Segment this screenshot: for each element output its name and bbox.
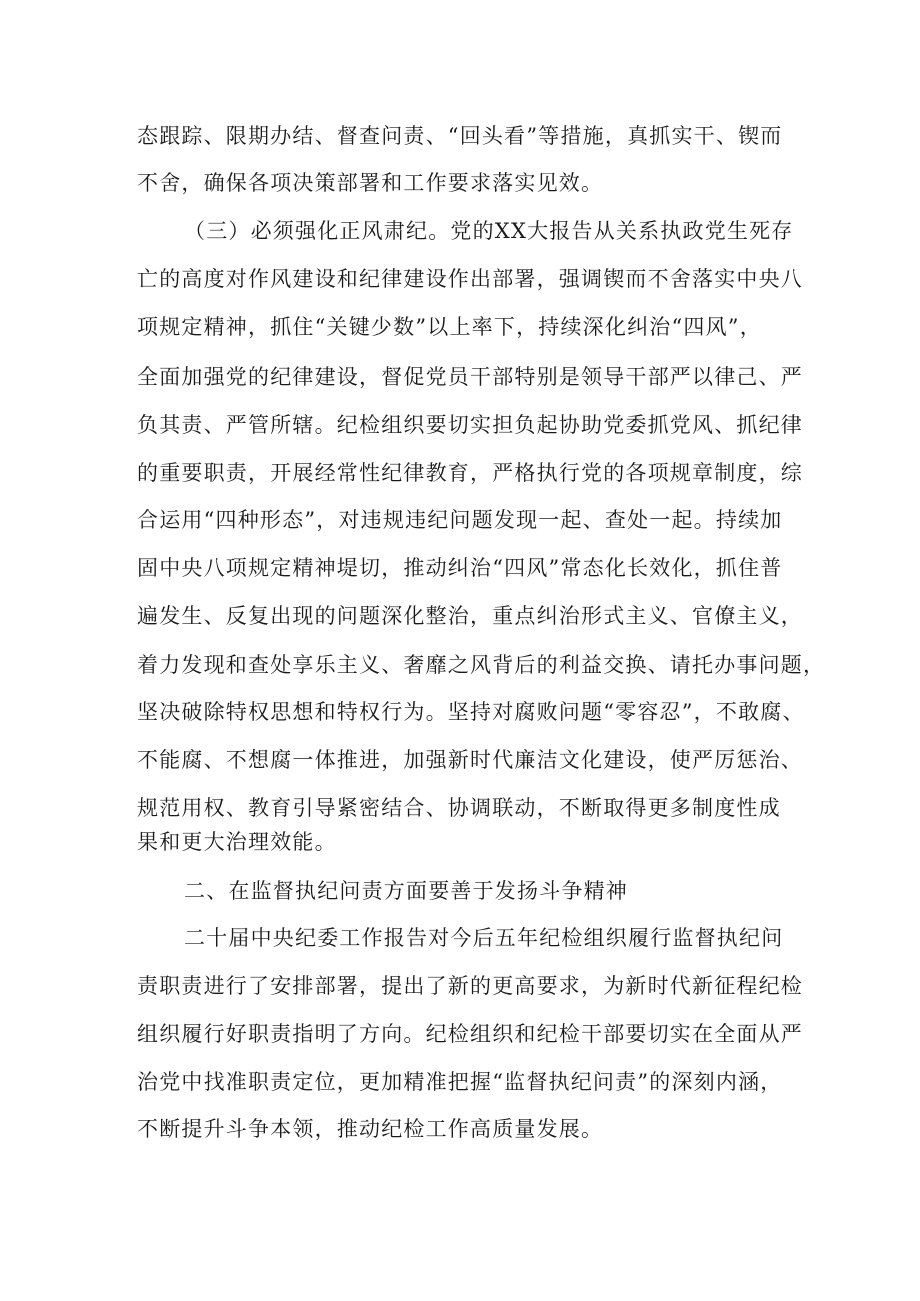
paragraph-line: 不能腐、不想腐一体推进，加强新时代廉洁文化建设，使严厉惩治、 — [137, 748, 803, 772]
paragraph-line: 固中央八项规定精神堤切，推动纠治“四风”常态化长效化，抓住普 — [137, 556, 783, 580]
paragraph-line: 治党中找准职责定位，更加精准把握“监督执纪问责”的深刻内涵， — [137, 1070, 783, 1094]
paragraph-line: 组织履行好职责指明了方向。纪检组织和纪检干部要切实在全面从严 — [137, 1022, 803, 1046]
paragraph-line: 责职责进行了安排部署，提出了新的更高要求，为新时代新征程纪检 — [137, 974, 803, 998]
paragraph-line: 规范用权、教育引导紧密结合、协调联动，不断取得更多制度性成 — [137, 796, 781, 820]
section-lead-line: （三）必须强化正风肃纪。党的XX大报告从关系执政党生死存 — [184, 219, 794, 243]
paragraph-line: 的重要职责，开展经常性纪律教育，严格执行党的各项规章制度，综 — [137, 461, 803, 485]
paragraph-line: 不舍，确保各项决策部署和工作要求落实见效。 — [137, 171, 604, 195]
paragraph-line: 着力发现和查处享乐主义、奢靡之风背后的利益交换、请托办事问题， — [137, 653, 826, 677]
paragraph-line: 坚决破除特权思想和特权行为。坚持对腐败问题“零容忍”，不敢腐、 — [137, 700, 805, 724]
paragraph-line: 全面加强党的纪律建设，督促党员干部特别是领导干部严以律己、严 — [137, 365, 803, 389]
section-heading: 二、在监督执纪问责方面要善于发扬斗争精神 — [184, 879, 628, 903]
paragraph-line: 态跟踪、限期办结、督查问责、“回头看”等措施，真抓实干、锲而 — [137, 124, 783, 148]
paragraph-line: 二十届中央纪委工作报告对今后五年纪检组织履行监督执纪问 — [184, 926, 784, 950]
paragraph-line: 不断提升斗争本领，推动纪检工作高质量发展。 — [137, 1117, 604, 1141]
paragraph-line: 负其责、严管所辖。纪检组织要切实担负起协助党委抓党风、抓纪律 — [137, 413, 803, 437]
paragraph-line: 遍发生、反复出现的问题深化整治，重点纠治形式主义、官僚主义， — [137, 604, 803, 628]
paragraph-line: 亡的高度对作风建设和纪律建设作出部署，强调锲而不舍落实中央八 — [137, 267, 803, 291]
paragraph-line: 项规定精神，抓住“关键少数”以上率下，持续深化纠治“四风”， — [137, 315, 762, 339]
paragraph-line: 果和更大治理效能。 — [137, 830, 337, 854]
paragraph-line: 合运用“四种形态”，对违规违纪问题发现一起、查处一起。持续加 — [137, 508, 783, 532]
